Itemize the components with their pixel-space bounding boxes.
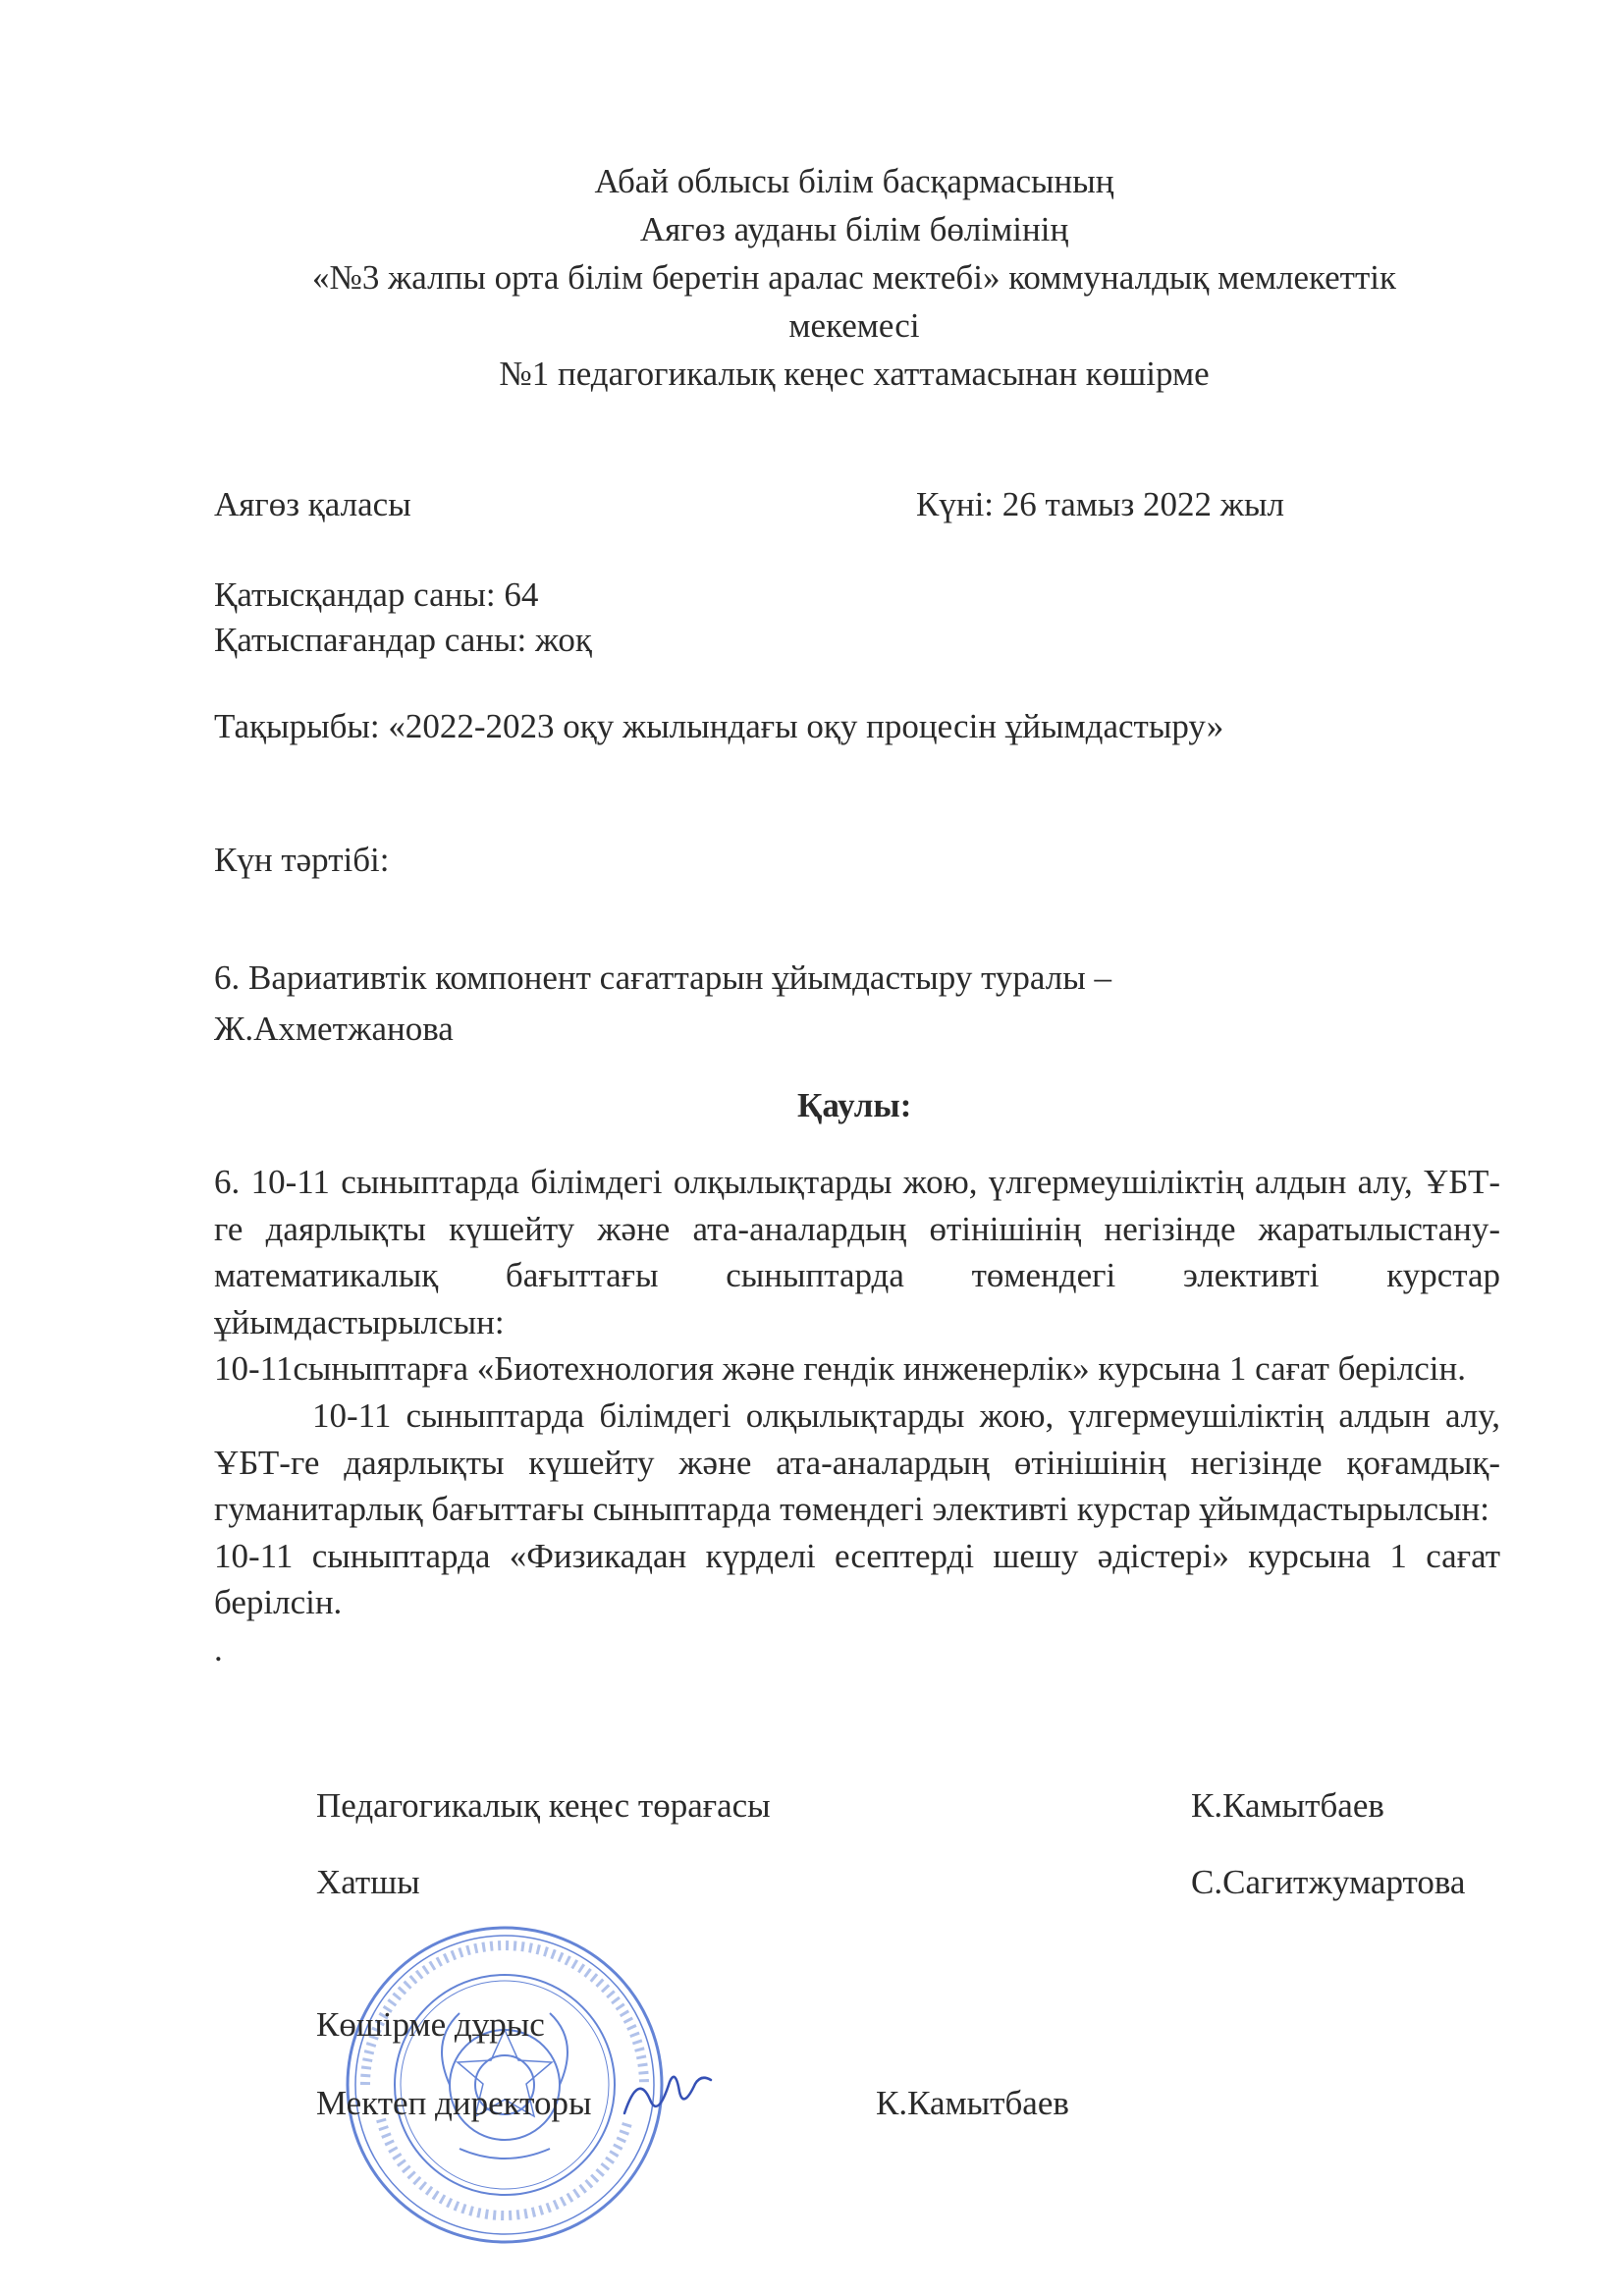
- header-line-oblast: Абай облысы білім басқармасының: [594, 162, 1114, 200]
- agenda-speaker: Ж.Ахметжанова: [214, 1010, 454, 1048]
- signature-icon: [619, 2062, 717, 2121]
- document-title: №1 педагогикалық кеңес хаттамасынан көшірме: [499, 355, 1210, 393]
- chair-title: Педагогикалық кеңес төрағасы: [316, 1786, 771, 1825]
- agenda-item: 6. Вариативтік компонент сағаттарын ұйымдастыру туралы –: [214, 958, 1111, 997]
- resolution-end-dot: .: [214, 1629, 223, 1668]
- director-name: К.Камытбаев: [876, 2084, 1069, 2122]
- copy-true-label: Көшірме дұрыс: [316, 2005, 545, 2044]
- resolution-title: Қаулы:: [797, 1086, 912, 1124]
- resolution-paragraph-3: 10-11 сыныптарда білімдегі олқылықтарды жою, үлгермеушіліктің алдын алу, ҰБТ-ге даярлықты күшейту және ата-аналардың өтінішінің негізінде қоғамдық-гуманитарлық бағыттағы сыныптарда төмендегі элективті курстар ұйымдастырылсын:: [214, 1395, 1500, 1529]
- present-count: Қатысқандар саны: 64: [214, 575, 539, 614]
- agenda-label: Күн тәртібі:: [214, 841, 390, 879]
- meeting-date: Күні: 26 тамыз 2022 жыл: [916, 485, 1284, 523]
- resolution-paragraph-1: 6. 10-11 сыныптарда білімдегі олқылықтарды жою, үлгермеушіліктің алдын алу, ҰБТ-ге даярлықты күшейту және ата-аналардың өтінішінің негізінде жаратылыстану-математикалық бағыттағы сыныптарда төмендегі элективті курстар ұйымдастырылсын:: [214, 1163, 1500, 1341]
- document-header: [196, 157, 1512, 398]
- header-line-institution: мекемесі: [788, 306, 920, 345]
- header-line-district: Аягөз ауданы білім бөлімінің: [639, 210, 1069, 248]
- secretary-title: Хатшы: [316, 1863, 420, 1901]
- city-label: Аягөз қаласы: [214, 485, 411, 523]
- absent-count: Қатыспағандар саны: жоқ: [214, 621, 592, 659]
- header-line-school: «№3 жалпы орта білім беретін аралас мектебі» коммуналдық мемлекеттік: [311, 258, 1396, 297]
- topic: Тақырыбы: «2022-2023 оқу жылындағы оқу процесін ұйымдастыру»: [214, 707, 1224, 745]
- director-title: Мектеп директоры: [316, 2084, 592, 2122]
- secretary-name: С.Сагитжумартова: [1191, 1863, 1466, 1901]
- chair-name: К.Камытбаев: [1191, 1786, 1384, 1825]
- resolution-paragraph-4: 10-11 сыныптарда «Физикадан күрделі есептерді шешу әдістері» курсына 1 сағат берілсін.: [214, 1536, 1500, 1622]
- resolution-body: [214, 1159, 1500, 1673]
- resolution-paragraph-2: 10-11сыныптарға «Биотехнология және гендік инженерлік» курсына 1 сағат берілсін.: [214, 1349, 1466, 1389]
